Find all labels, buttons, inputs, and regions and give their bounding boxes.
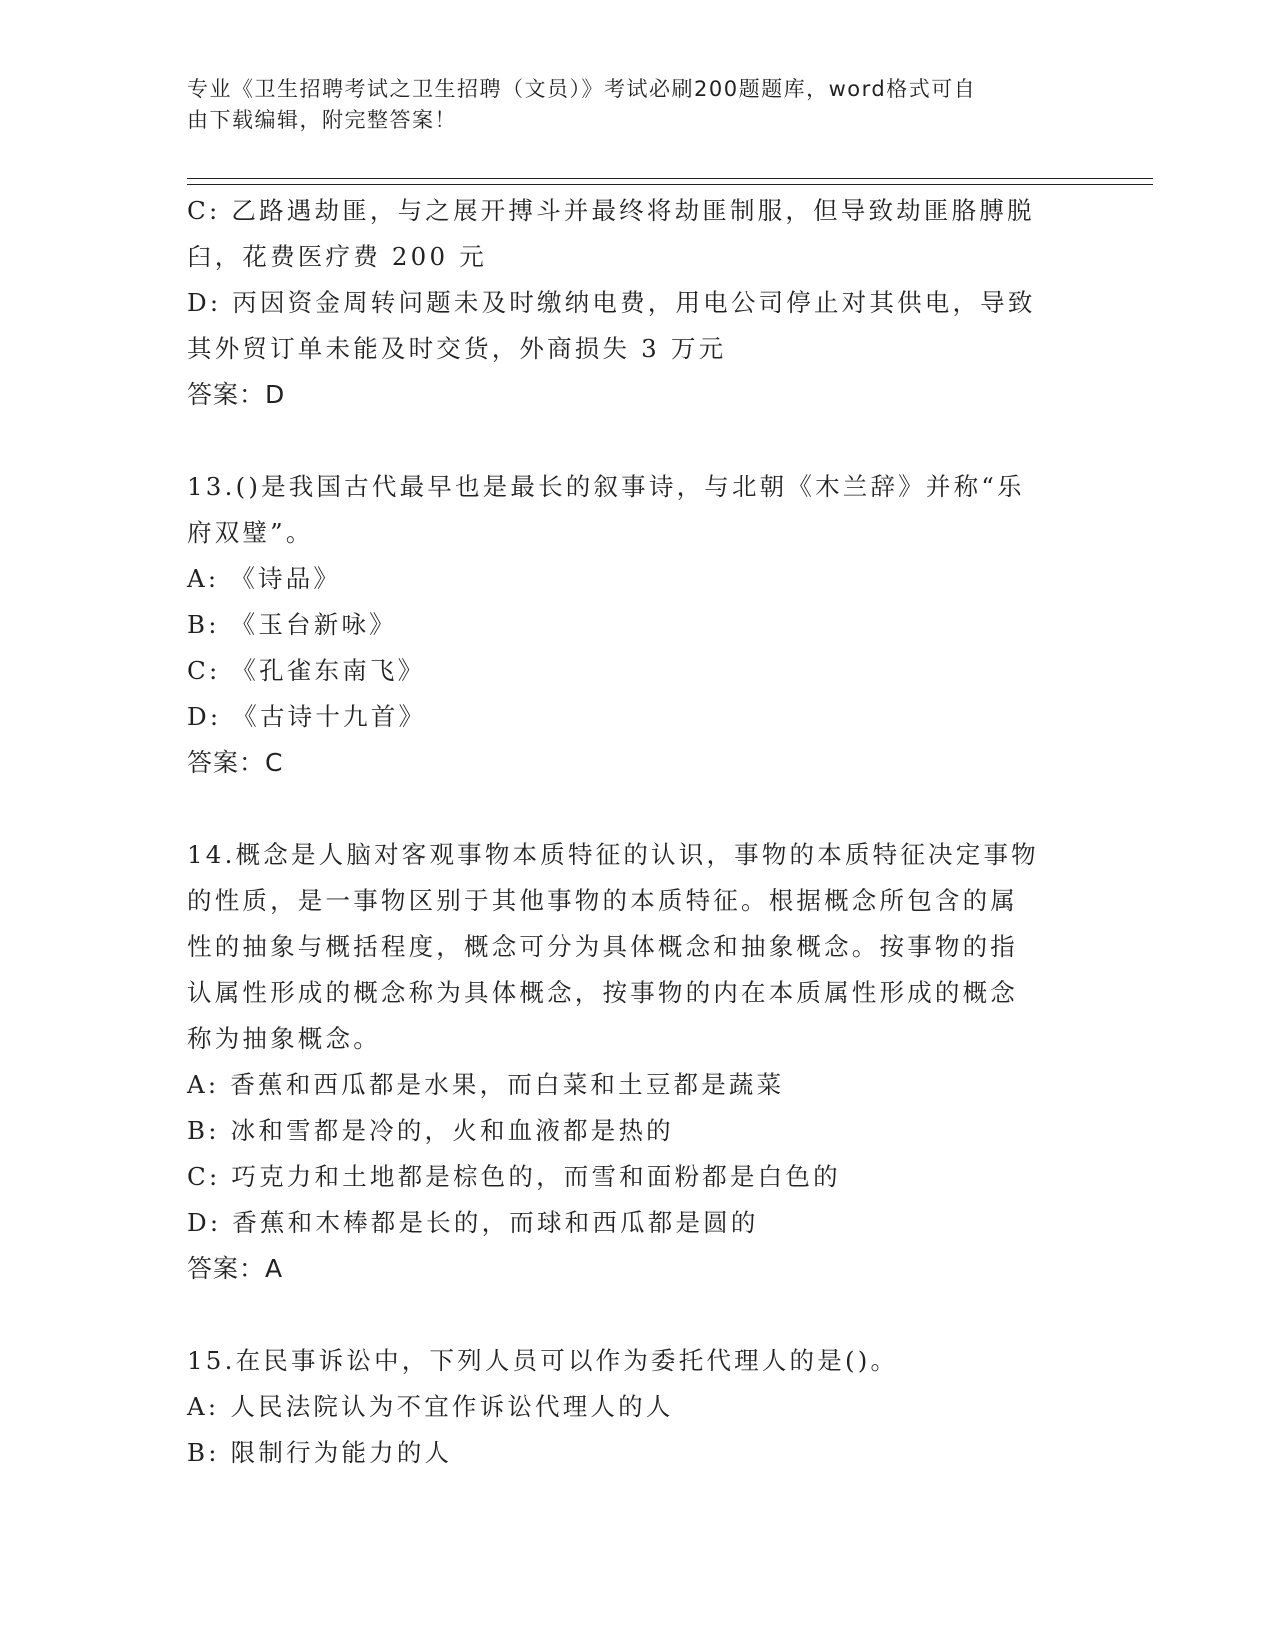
question-15 — [187, 1338, 1087, 1476]
q13-stem-line-1: 13.()是我国古代最早也是最长的叙事诗，与北朝《木兰辞》并称“乐 — [187, 472, 1025, 501]
q13-option-c: C: 《孔雀东南飞》 — [187, 656, 426, 685]
q13-option-b: B: 《玉台新咏》 — [187, 610, 397, 639]
header-line-2: 由下载编辑，附完整答案！ — [187, 108, 457, 132]
q14-stem-line-4: 认属性形成的概念称为具体概念，按事物的内在本质属性形成的概念 — [187, 978, 1018, 1007]
q13-answer: 答案：C — [187, 748, 284, 777]
header-line-1: 专业《卫生招聘考试之卫生招聘（文员）》考试必刷200题题库，word格式可自 — [187, 77, 977, 101]
q15-stem-line-1: 15.在民事诉讼中，下列人员可以作为委托代理人的是()。 — [187, 1346, 899, 1375]
q14-option-d: D: 香蕉和木棒都是长的，而球和西瓜都是圆的 — [187, 1208, 759, 1237]
q12-option-c-line-2: 臼，花费医疗费 200 元 — [187, 242, 487, 271]
q12-answer: 答案：D — [187, 380, 286, 409]
q12-option-d-line-2: 其外贸订单未能及时交货，外商损失 3 万元 — [187, 334, 727, 363]
document-header — [187, 74, 1067, 136]
q12-option-d-line-1: D: 丙因资金周转问题未及时缴纳电费，用电公司停止对其供电，导致 — [187, 288, 1036, 317]
q13-option-a: A: 《诗品》 — [187, 564, 342, 593]
spacer — [187, 786, 1087, 832]
question-13 — [187, 464, 1087, 786]
q14-answer: 答案：A — [187, 1254, 284, 1283]
q13-option-d: D: 《古诗十九首》 — [187, 702, 427, 731]
header-divider-top — [187, 178, 1153, 179]
question-content — [187, 188, 1087, 1476]
q14-option-c: C: 巧克力和土地都是棕色的，而雪和面粉都是白色的 — [187, 1162, 841, 1191]
question-12 — [187, 188, 1087, 418]
q14-stem-line-3: 性的抽象与概括程度，概念可分为具体概念和抽象概念。按事物的指 — [187, 932, 1018, 961]
q13-stem-line-2: 府双璧”。 — [187, 518, 314, 547]
q14-stem-line-2: 的性质，是一事物区别于其他事物的本质特征。根据概念所包含的属 — [187, 886, 1018, 915]
q14-option-a: A: 香蕉和西瓜都是水果，而白菜和土豆都是蔬菜 — [187, 1070, 785, 1099]
q14-option-b: B: 冰和雪都是冷的，火和血液都是热的 — [187, 1116, 674, 1145]
header-divider-bottom — [187, 184, 1153, 185]
spacer — [187, 418, 1087, 464]
q15-option-a: A: 人民法院认为不宜作诉讼代理人的人 — [187, 1392, 674, 1421]
q12-option-c-line-1: C: 乙路遇劫匪，与之展开搏斗并最终将劫匪制服，但导致劫匪胳膊脱 — [187, 196, 1035, 225]
q15-option-b: B: 限制行为能力的人 — [187, 1438, 453, 1467]
question-14 — [187, 832, 1087, 1292]
q14-stem-line-5: 称为抽象概念。 — [187, 1024, 381, 1053]
q14-stem-line-1: 14.概念是人脑对客观事物本质特征的认识，事物的本质特征决定事物 — [187, 840, 1039, 869]
spacer — [187, 1292, 1087, 1338]
